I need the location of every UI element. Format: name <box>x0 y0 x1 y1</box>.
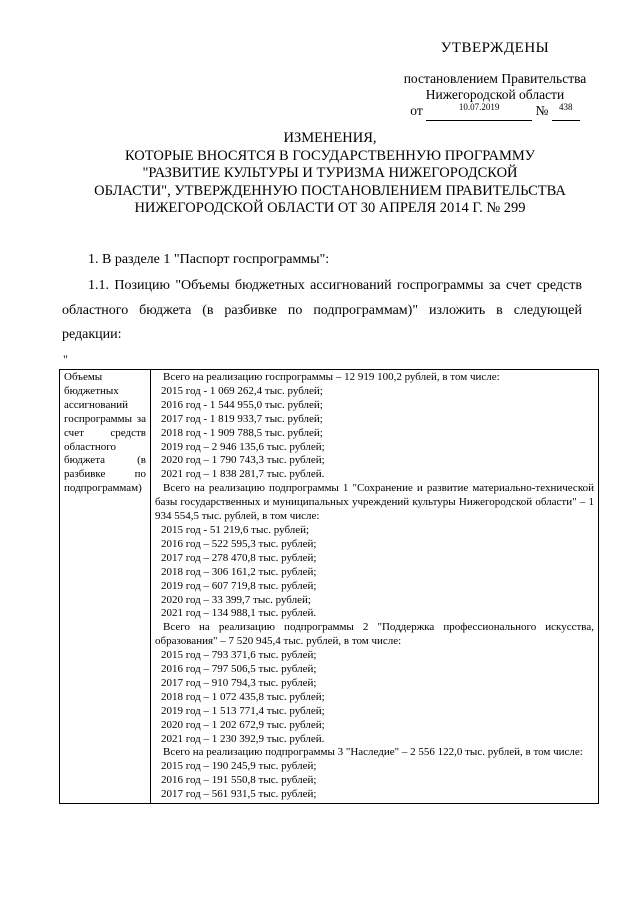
total-year-line: 2017 год - 1 819 933,7 тыс. рублей; <box>161 412 323 425</box>
subprogram-2-year-line: 2021 год – 1 230 392,9 тыс. рублей. <box>161 732 325 745</box>
title-line-5: НИЖЕГОРОДСКОЙ ОБЛАСТИ ОТ 30 АПРЕЛЯ 2014 Г. № 299 <box>134 200 526 216</box>
approval-date-line <box>380 103 610 121</box>
subprogram-1-year-line: 2015 год - 51 219,6 тыс. рублей; <box>161 523 310 536</box>
subprogram-3-year-line: 2017 год – 561 931,5 тыс. рублей; <box>161 788 317 801</box>
total-line: Всего на реализацию госпрограммы – 12 919 100,2 рублей, в том числе: <box>163 371 500 383</box>
subprogram-1-year-line: 2018 год – 306 161,2 тыс. рублей; <box>161 565 317 578</box>
approval-line-1: постановлением Правительства <box>403 71 587 86</box>
approval-date: 10.07.2019 <box>458 102 500 112</box>
subprogram-2-year-line: 2017 год – 910 794,3 тыс. рублей; <box>161 676 317 689</box>
subprogram-2-year-line: 2016 год – 797 506,5 тыс. рублей; <box>161 663 317 676</box>
subprogram-2-year-line: 2018 год – 1 072 435,8 тыс. рублей; <box>161 690 325 703</box>
approval-block <box>380 40 610 121</box>
total-year-line: 2020 год – 1 790 743,3 тыс. рублей; <box>161 454 325 467</box>
title-line-4: ОБЛАСТИ", УТВЕРЖДЕННУЮ ПОСТАНОВЛЕНИЕМ ПРАВИТЕЛЬСТВА <box>94 182 566 199</box>
subprogram-2-year-line: 2015 год – 793 371,6 тыс. рублей; <box>161 649 317 662</box>
row-content <box>151 370 599 804</box>
number-label: № <box>535 103 549 118</box>
title-line-1: ИЗМЕНЕНИЯ, <box>283 130 377 146</box>
subprogram-1-year-line: 2021 год – 134 988,1 тыс. рублей. <box>161 607 317 620</box>
document-title <box>60 130 600 218</box>
approval-line-2: Нижегородской области <box>425 87 565 102</box>
title-line-3: "РАЗВИТИЕ КУЛЬТУРЫ И ТУРИЗМА НИЖЕГОРОДСКОЙ <box>142 165 518 181</box>
subprogram-3-year-line: 2016 год – 191 550,8 тыс. рублей; <box>161 774 317 787</box>
row-label: Объемы бюджетных ассигнований госпрограммы за счет средств областного бюджета (в разбивке по подпрограммам) <box>60 370 151 804</box>
from-label: от <box>410 103 423 118</box>
subprogram-3-year-line: 2015 год – 190 245,9 тыс. рублей; <box>161 760 317 773</box>
opening-quote: " <box>63 352 68 366</box>
subprogram-1-year-line: 2017 год – 278 470,8 тыс. рублей; <box>161 551 317 564</box>
subprogram-1-year-line: 2020 год – 33 399,7 тыс. рублей; <box>161 593 311 606</box>
total-year-line: 2018 год - 1 909 788,5 тыс. рублей; <box>161 426 323 439</box>
subprogram-1-year-line: 2019 год – 607 719,8 тыс. рублей; <box>161 579 317 592</box>
subprogram-2-year-line: 2019 год – 1 513 771,4 тыс. рублей; <box>161 704 325 717</box>
total-year-line: 2016 год - 1 544 955,0 тыс. рублей; <box>161 398 323 411</box>
number-field <box>552 103 580 121</box>
approval-heading: УТВЕРЖДЕНЫ <box>440 40 550 56</box>
subprogram-1-total: Всего на реализацию подпрограммы 1 "Сохранение и развитие материально-технической базы государственных и муниципальных учреждений культуры Нижегородской области" – 1 934 554,5 тыс. рублей, в том числе: <box>155 482 594 523</box>
funding-table <box>59 369 599 804</box>
total-year-line: 2019 год – 2 946 135,6 тыс. рублей; <box>161 440 325 453</box>
total-year-line: 2021 год – 1 838 281,7 тыс. рублей. <box>161 468 325 481</box>
approval-number: 438 <box>559 102 573 112</box>
subprogram-1-year-line: 2016 год – 522 595,3 тыс. рублей; <box>161 537 317 550</box>
paragraph-1: 1. В разделе 1 "Паспорт госпрограммы": <box>88 252 330 267</box>
title-line-2: КОТОРЫЕ ВНОСЯТСЯ В ГОСУДАРСТВЕННУЮ ПРОГРАММУ <box>124 147 535 164</box>
paragraph-1-1: 1.1. Позицию "Объемы бюджетных ассигнований госпрограммы за счет средств областного бюджета (в разбивке по подпрограммам)" изложить в следующей редакции: <box>62 278 582 342</box>
subprogram-3-total: Всего на реализацию подпрограммы 3 "Наследие" – 2 556 122,0 тыс. рублей, в том числе: <box>163 746 583 759</box>
subprogram-2-year-line: 2020 год – 1 202 672,9 тыс. рублей; <box>161 718 325 731</box>
date-field <box>426 103 532 121</box>
total-year-line: 2015 год - 1 069 262,4 тыс. рублей; <box>161 384 323 397</box>
subprogram-2-total: Всего на реализацию подпрограммы 2 "Поддержка профессионального искусства, образования" – 7 520 945,4 тыс. рублей, в том числе: <box>155 621 594 648</box>
table-row <box>60 370 599 804</box>
